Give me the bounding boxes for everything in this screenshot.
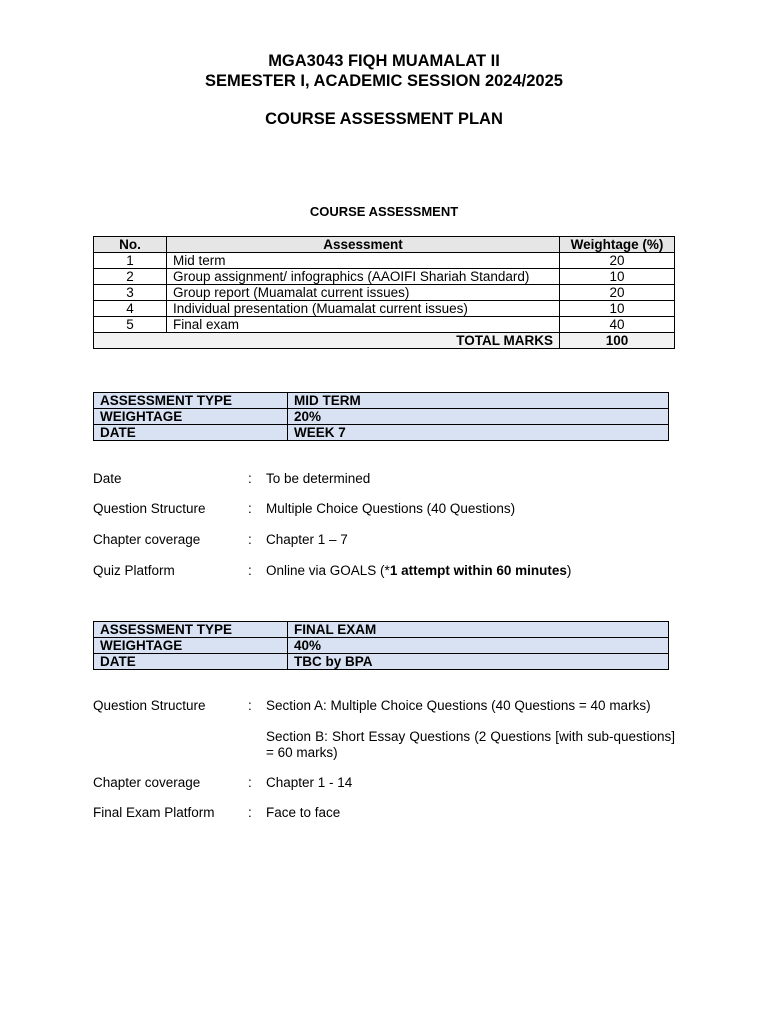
total-marks-label: TOTAL MARKS (94, 333, 560, 349)
assessment-caption: COURSE ASSESSMENT (309, 204, 459, 219)
table-row (94, 285, 675, 301)
total-marks-value: 100 (560, 333, 675, 349)
table-header-row (94, 237, 675, 253)
table-row (94, 317, 675, 333)
info-row (94, 638, 669, 654)
row-assessment: Mid term (167, 253, 560, 269)
info-row (94, 654, 669, 670)
info-row (94, 409, 669, 425)
detail-value (266, 563, 675, 579)
row-weightage: 10 (560, 301, 675, 317)
info-value: WEEK 7 (288, 425, 669, 441)
info-label: DATE (94, 654, 288, 670)
detail-value: To be determined (266, 471, 371, 486)
row-assessment: Individual presentation (Muamalat current issues) (167, 301, 560, 317)
detail-value: Multiple Choice Questions (40 Questions) (266, 501, 516, 516)
detail-separator: : (248, 775, 252, 790)
info-label: ASSESSMENT TYPE (94, 393, 288, 409)
detail-value: Chapter 1 - 14 (266, 775, 353, 790)
row-weightage: 20 (560, 253, 675, 269)
table-row (94, 253, 675, 269)
info-label: WEIGHTAGE (94, 638, 288, 654)
detail-label: Question Structure (93, 501, 206, 516)
info-row (94, 425, 669, 441)
info-value: 40% (288, 638, 669, 654)
column-header-weightage: Weightage (%) (560, 237, 675, 253)
total-row (94, 333, 675, 349)
platform-suffix: ) (566, 563, 572, 578)
course-title: MGA3043 FIQH MUAMALAT II (268, 52, 500, 70)
detail-separator: : (248, 471, 252, 486)
row-number: 3 (94, 285, 167, 301)
column-header-assessment: Assessment (167, 237, 560, 253)
info-label: DATE (94, 425, 288, 441)
row-weightage: 40 (560, 317, 675, 333)
detail-value: Face to face (266, 805, 341, 820)
detail-label: Chapter coverage (93, 775, 201, 790)
platform-prefix: Online via GOALS (* (266, 563, 390, 578)
row-number: 5 (94, 317, 167, 333)
final-info-table (93, 621, 669, 670)
detail-separator: : (248, 698, 252, 713)
detail-separator: : (248, 501, 252, 516)
plan-title: COURSE ASSESSMENT PLAN (265, 110, 503, 128)
table-row (94, 269, 675, 285)
detail-separator: : (248, 805, 252, 820)
detail-label: Chapter coverage (93, 532, 201, 547)
info-row (94, 393, 669, 409)
row-number: 2 (94, 269, 167, 285)
row-number: 4 (94, 301, 167, 317)
semester-title: SEMESTER I, ACADEMIC SESSION 2024/2025 (205, 72, 563, 90)
midterm-info-table (93, 392, 669, 441)
info-value: TBC by BPA (288, 654, 669, 670)
section-b-text: Section B: Short Essay Questions (2 Questions [with sub-questions] = 60 marks) (266, 729, 675, 760)
info-label: WEIGHTAGE (94, 409, 288, 425)
detail-label: Date (93, 471, 122, 486)
info-value: FINAL EXAM (288, 622, 669, 638)
row-assessment: Group report (Muamalat current issues) (167, 285, 560, 301)
detail-value: Chapter 1 – 7 (266, 532, 348, 547)
detail-separator: : (248, 532, 252, 547)
course-assessment-table (93, 236, 675, 349)
row-weightage: 10 (560, 269, 675, 285)
detail-label: Question Structure (93, 698, 206, 713)
row-weightage: 20 (560, 285, 675, 301)
info-row (94, 622, 669, 638)
info-label: ASSESSMENT TYPE (94, 622, 288, 638)
detail-label: Final Exam Platform (93, 805, 215, 820)
section-a-text: Section A: Multiple Choice Questions (40 Questions = 40 marks) (266, 698, 651, 713)
platform-attempt-note: 1 attempt within 60 minutes (389, 563, 567, 578)
row-number: 1 (94, 253, 167, 269)
info-value: MID TERM (288, 393, 669, 409)
table-row (94, 301, 675, 317)
detail-separator: : (248, 563, 252, 578)
row-assessment: Final exam (167, 317, 560, 333)
detail-label: Quiz Platform (93, 563, 175, 578)
row-assessment: Group assignment/ infographics (AAOIFI Shariah Standard) (167, 269, 560, 285)
column-header-no: No. (94, 237, 167, 253)
info-value: 20% (288, 409, 669, 425)
